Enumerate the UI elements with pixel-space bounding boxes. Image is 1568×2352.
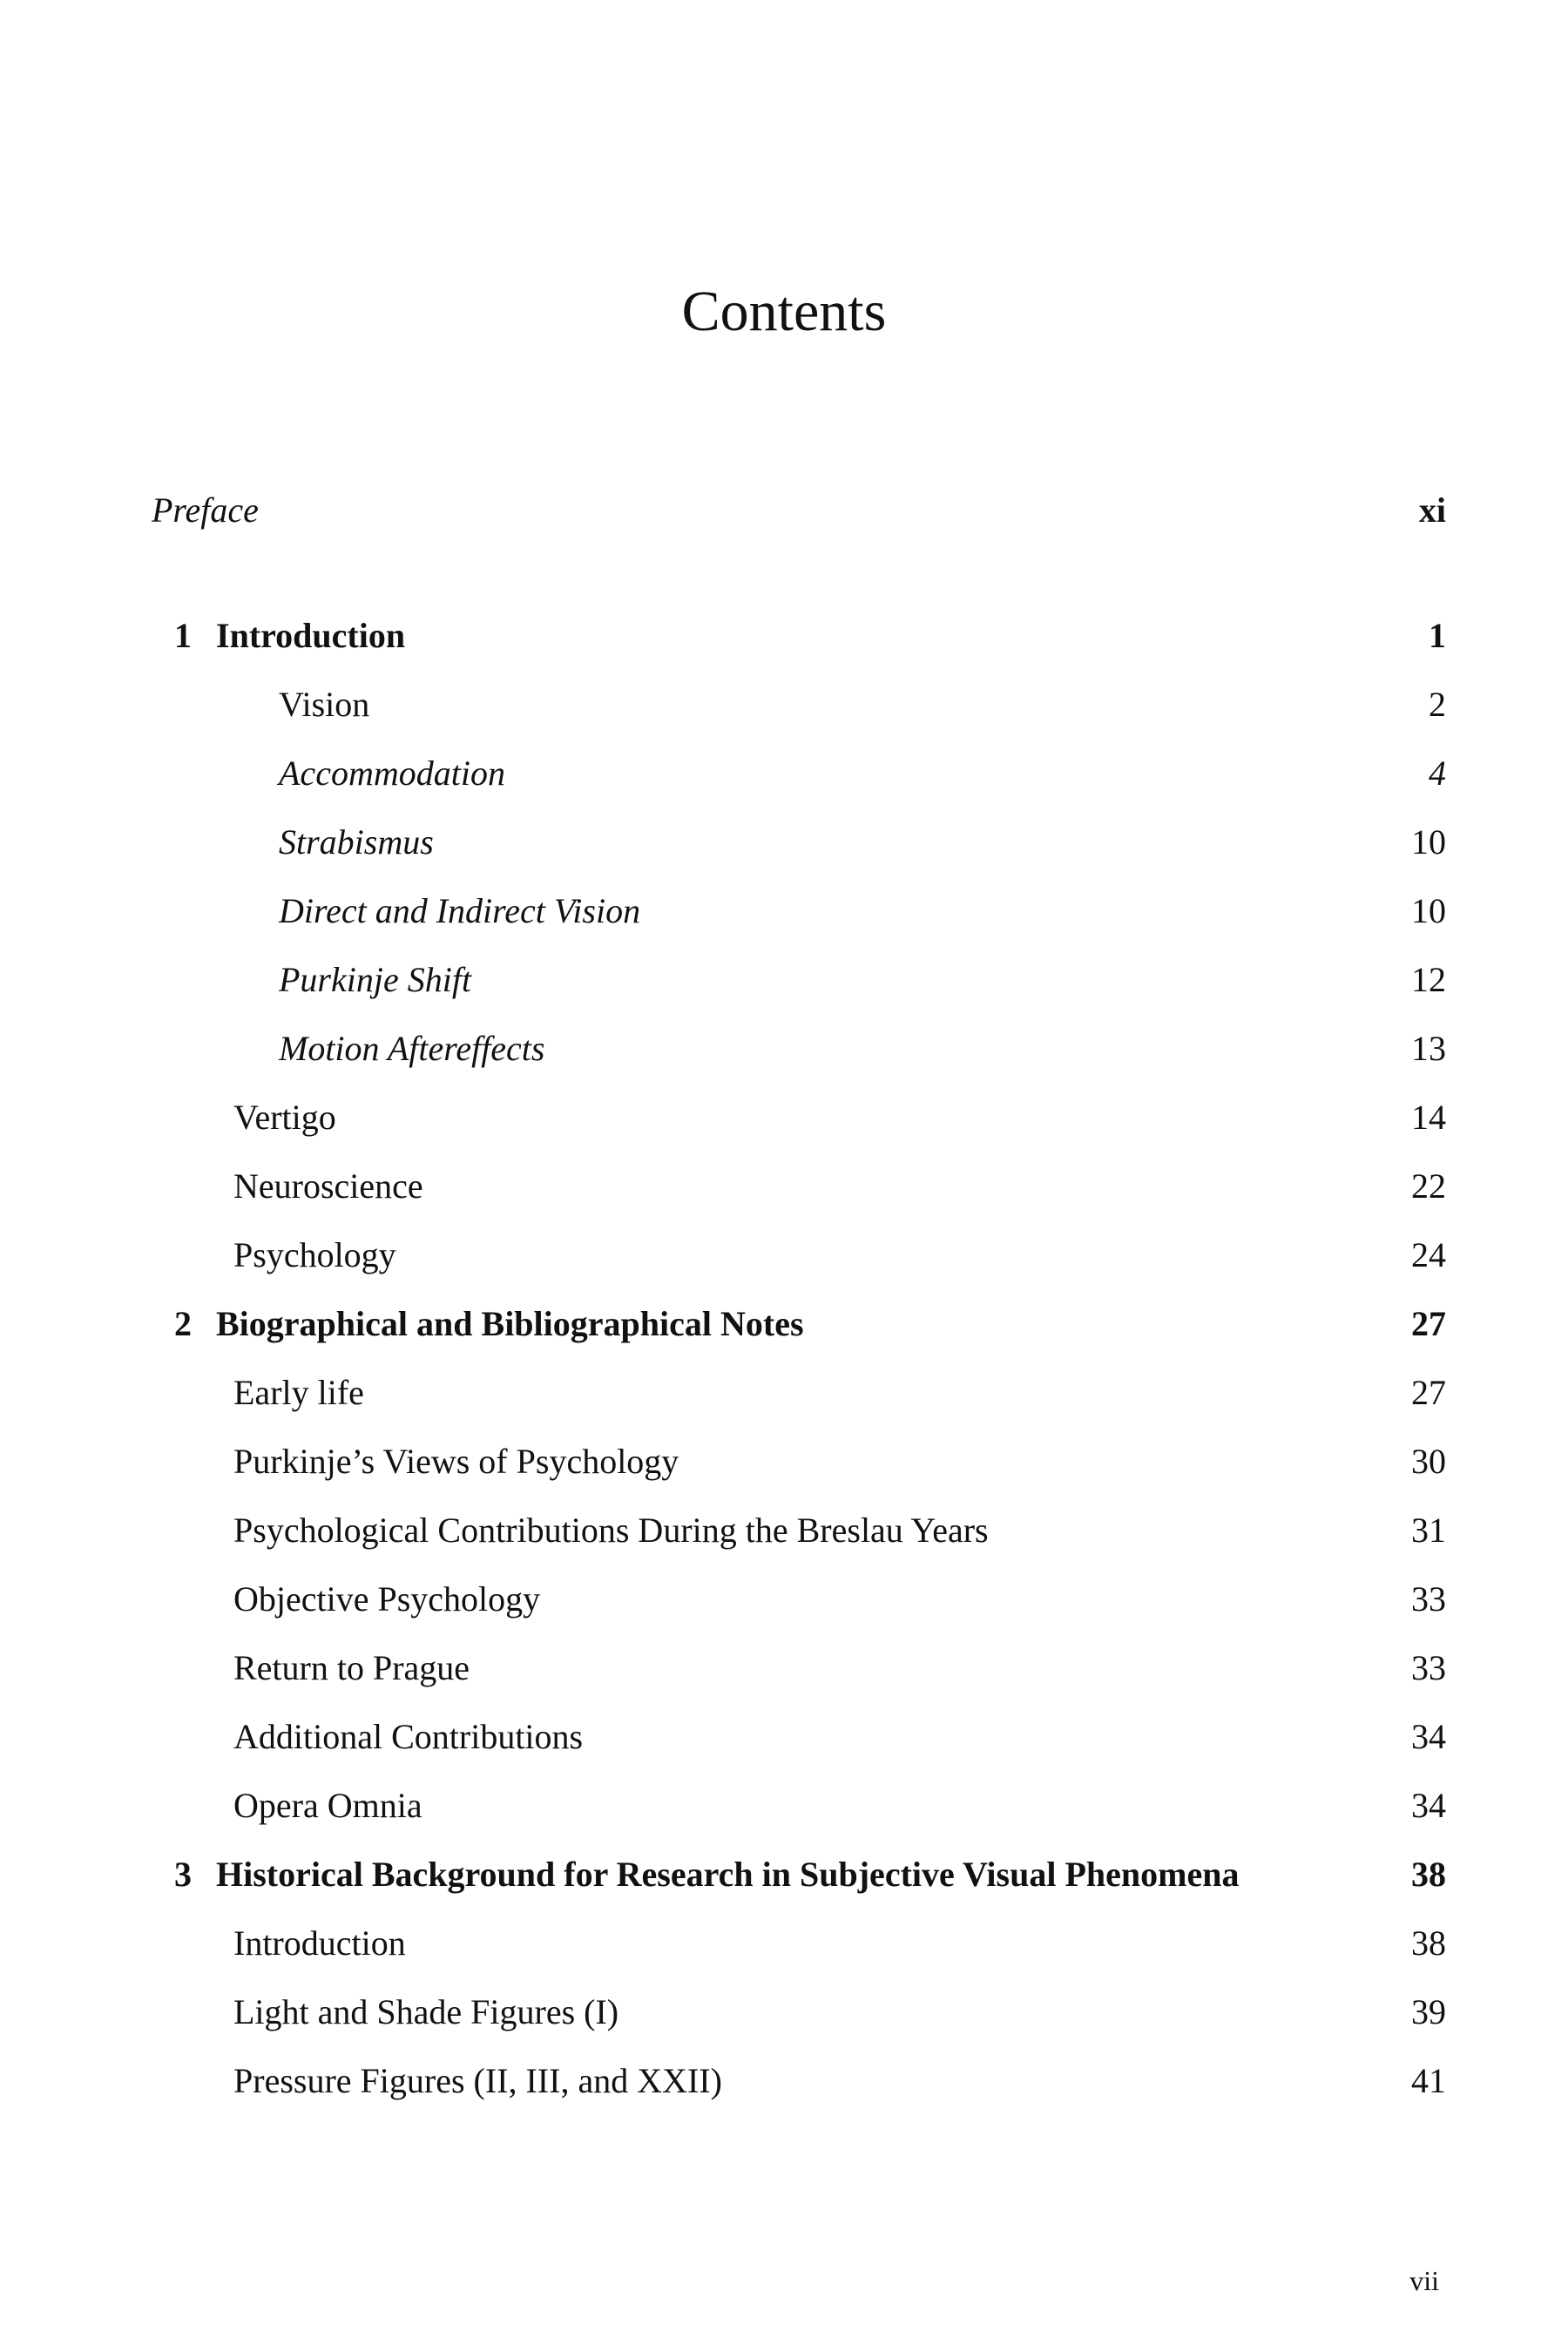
toc-entry-label: Purkinje’s Views of Psychology xyxy=(233,1442,679,1481)
toc-entry[interactable] xyxy=(233,1160,1446,1213)
chapter-title: Historical Background for Research in Subjective Visual Phenomena xyxy=(216,1855,1240,1894)
toc-entry-page: 12 xyxy=(1411,960,1446,999)
toc-entry-label: Vertigo xyxy=(233,1098,336,1137)
toc-entry[interactable] xyxy=(233,1573,1446,1625)
toc-entry-preface[interactable] xyxy=(152,484,1446,537)
page-title: Contents xyxy=(681,280,887,343)
toc-chapter-1[interactable] xyxy=(174,610,1446,662)
chapter-page: 38 xyxy=(1411,1855,1446,1894)
toc-entry-label: Psychological Contributions During the Breslau Years xyxy=(233,1511,989,1550)
toc-entry-label: Motion Aftereffects xyxy=(279,1029,545,1068)
toc-entry[interactable] xyxy=(233,1917,1446,1970)
toc-chapter-3[interactable] xyxy=(174,1848,1446,1901)
toc-chapter-2[interactable] xyxy=(174,1298,1446,1350)
chapter-title: Introduction xyxy=(216,616,406,655)
toc-entry-label: Psychology xyxy=(233,1235,396,1274)
toc-entry[interactable] xyxy=(233,1367,1446,1419)
toc-entry[interactable] xyxy=(233,1504,1446,1557)
toc-entry-label: Purkinje Shift xyxy=(279,960,472,999)
toc-entry[interactable] xyxy=(279,885,1446,937)
toc-entry-label: Light and Shade Figures (I) xyxy=(233,1992,619,2031)
toc-entry-label: Strabismus xyxy=(279,822,434,862)
toc-entry-label: Neuroscience xyxy=(233,1166,423,1206)
toc-entry[interactable] xyxy=(279,816,1446,868)
toc-entry-page: xi xyxy=(1418,490,1446,530)
toc-entry-page: 38 xyxy=(1411,1923,1446,1963)
toc-entry[interactable] xyxy=(233,1229,1446,1281)
toc-entry-page: 33 xyxy=(1411,1579,1446,1619)
toc-entry-label: Return to Prague xyxy=(233,1648,470,1687)
toc-entry[interactable] xyxy=(279,1023,1446,1075)
toc-entry-page: 22 xyxy=(1411,1166,1446,1206)
toc-entry-label: Direct and Indirect Vision xyxy=(279,891,641,930)
toc-entry-page: 30 xyxy=(1411,1442,1446,1481)
toc-entry-label: Opera Omnia xyxy=(233,1786,422,1825)
toc-entry[interactable] xyxy=(233,1436,1446,1488)
toc-entry[interactable] xyxy=(233,1711,1446,1763)
chapter-number: 2 xyxy=(174,1304,192,1343)
toc-entry[interactable] xyxy=(233,1780,1446,1832)
chapter-number: 3 xyxy=(174,1855,192,1894)
chapter-number: 1 xyxy=(174,616,192,655)
toc-entry-page: 24 xyxy=(1411,1235,1446,1274)
toc-entry[interactable] xyxy=(279,679,1446,731)
toc-entry-label: Pressure Figures (II, III, and XXII) xyxy=(233,2061,722,2100)
toc-entry-label: Preface xyxy=(152,490,259,530)
toc-entry-page: 10 xyxy=(1411,891,1446,930)
toc-entry[interactable] xyxy=(233,1092,1446,1144)
toc-entry-page: 34 xyxy=(1411,1786,1446,1825)
toc-entry[interactable] xyxy=(233,1986,1446,2038)
toc-entry-page: 41 xyxy=(1411,2061,1446,2100)
toc-entry[interactable] xyxy=(233,2055,1446,2107)
toc-entry-page: 33 xyxy=(1411,1648,1446,1687)
toc-entry-label: Accommodation xyxy=(279,754,505,793)
toc-entry-label: Additional Contributions xyxy=(233,1717,584,1756)
toc-entry-page: 10 xyxy=(1411,822,1446,862)
chapter-title: Biographical and Bibliographical Notes xyxy=(216,1304,804,1343)
toc-entry-label: Early life xyxy=(233,1373,364,1412)
toc-entry-page: 31 xyxy=(1411,1511,1446,1550)
chapter-page: 1 xyxy=(1429,616,1446,655)
toc-entry[interactable] xyxy=(279,954,1446,1006)
toc-entry-page: 39 xyxy=(1411,1992,1446,2031)
toc-entry-page: 2 xyxy=(1429,685,1446,724)
page-number: vii xyxy=(1409,2265,1439,2296)
toc-entry[interactable] xyxy=(279,747,1446,800)
toc-entry-page: 4 xyxy=(1429,754,1446,793)
toc-entry[interactable] xyxy=(233,1642,1446,1694)
toc-entry-label: Objective Psychology xyxy=(233,1579,541,1619)
toc-entry-page: 27 xyxy=(1411,1373,1446,1412)
toc-entry-label: Introduction xyxy=(233,1923,406,1963)
chapter-page: 27 xyxy=(1411,1304,1446,1343)
toc-entry-page: 13 xyxy=(1411,1029,1446,1068)
toc-entry-page: 14 xyxy=(1411,1098,1446,1137)
toc-entry-label: Vision xyxy=(279,685,370,724)
toc-entry-page: 34 xyxy=(1411,1717,1446,1756)
